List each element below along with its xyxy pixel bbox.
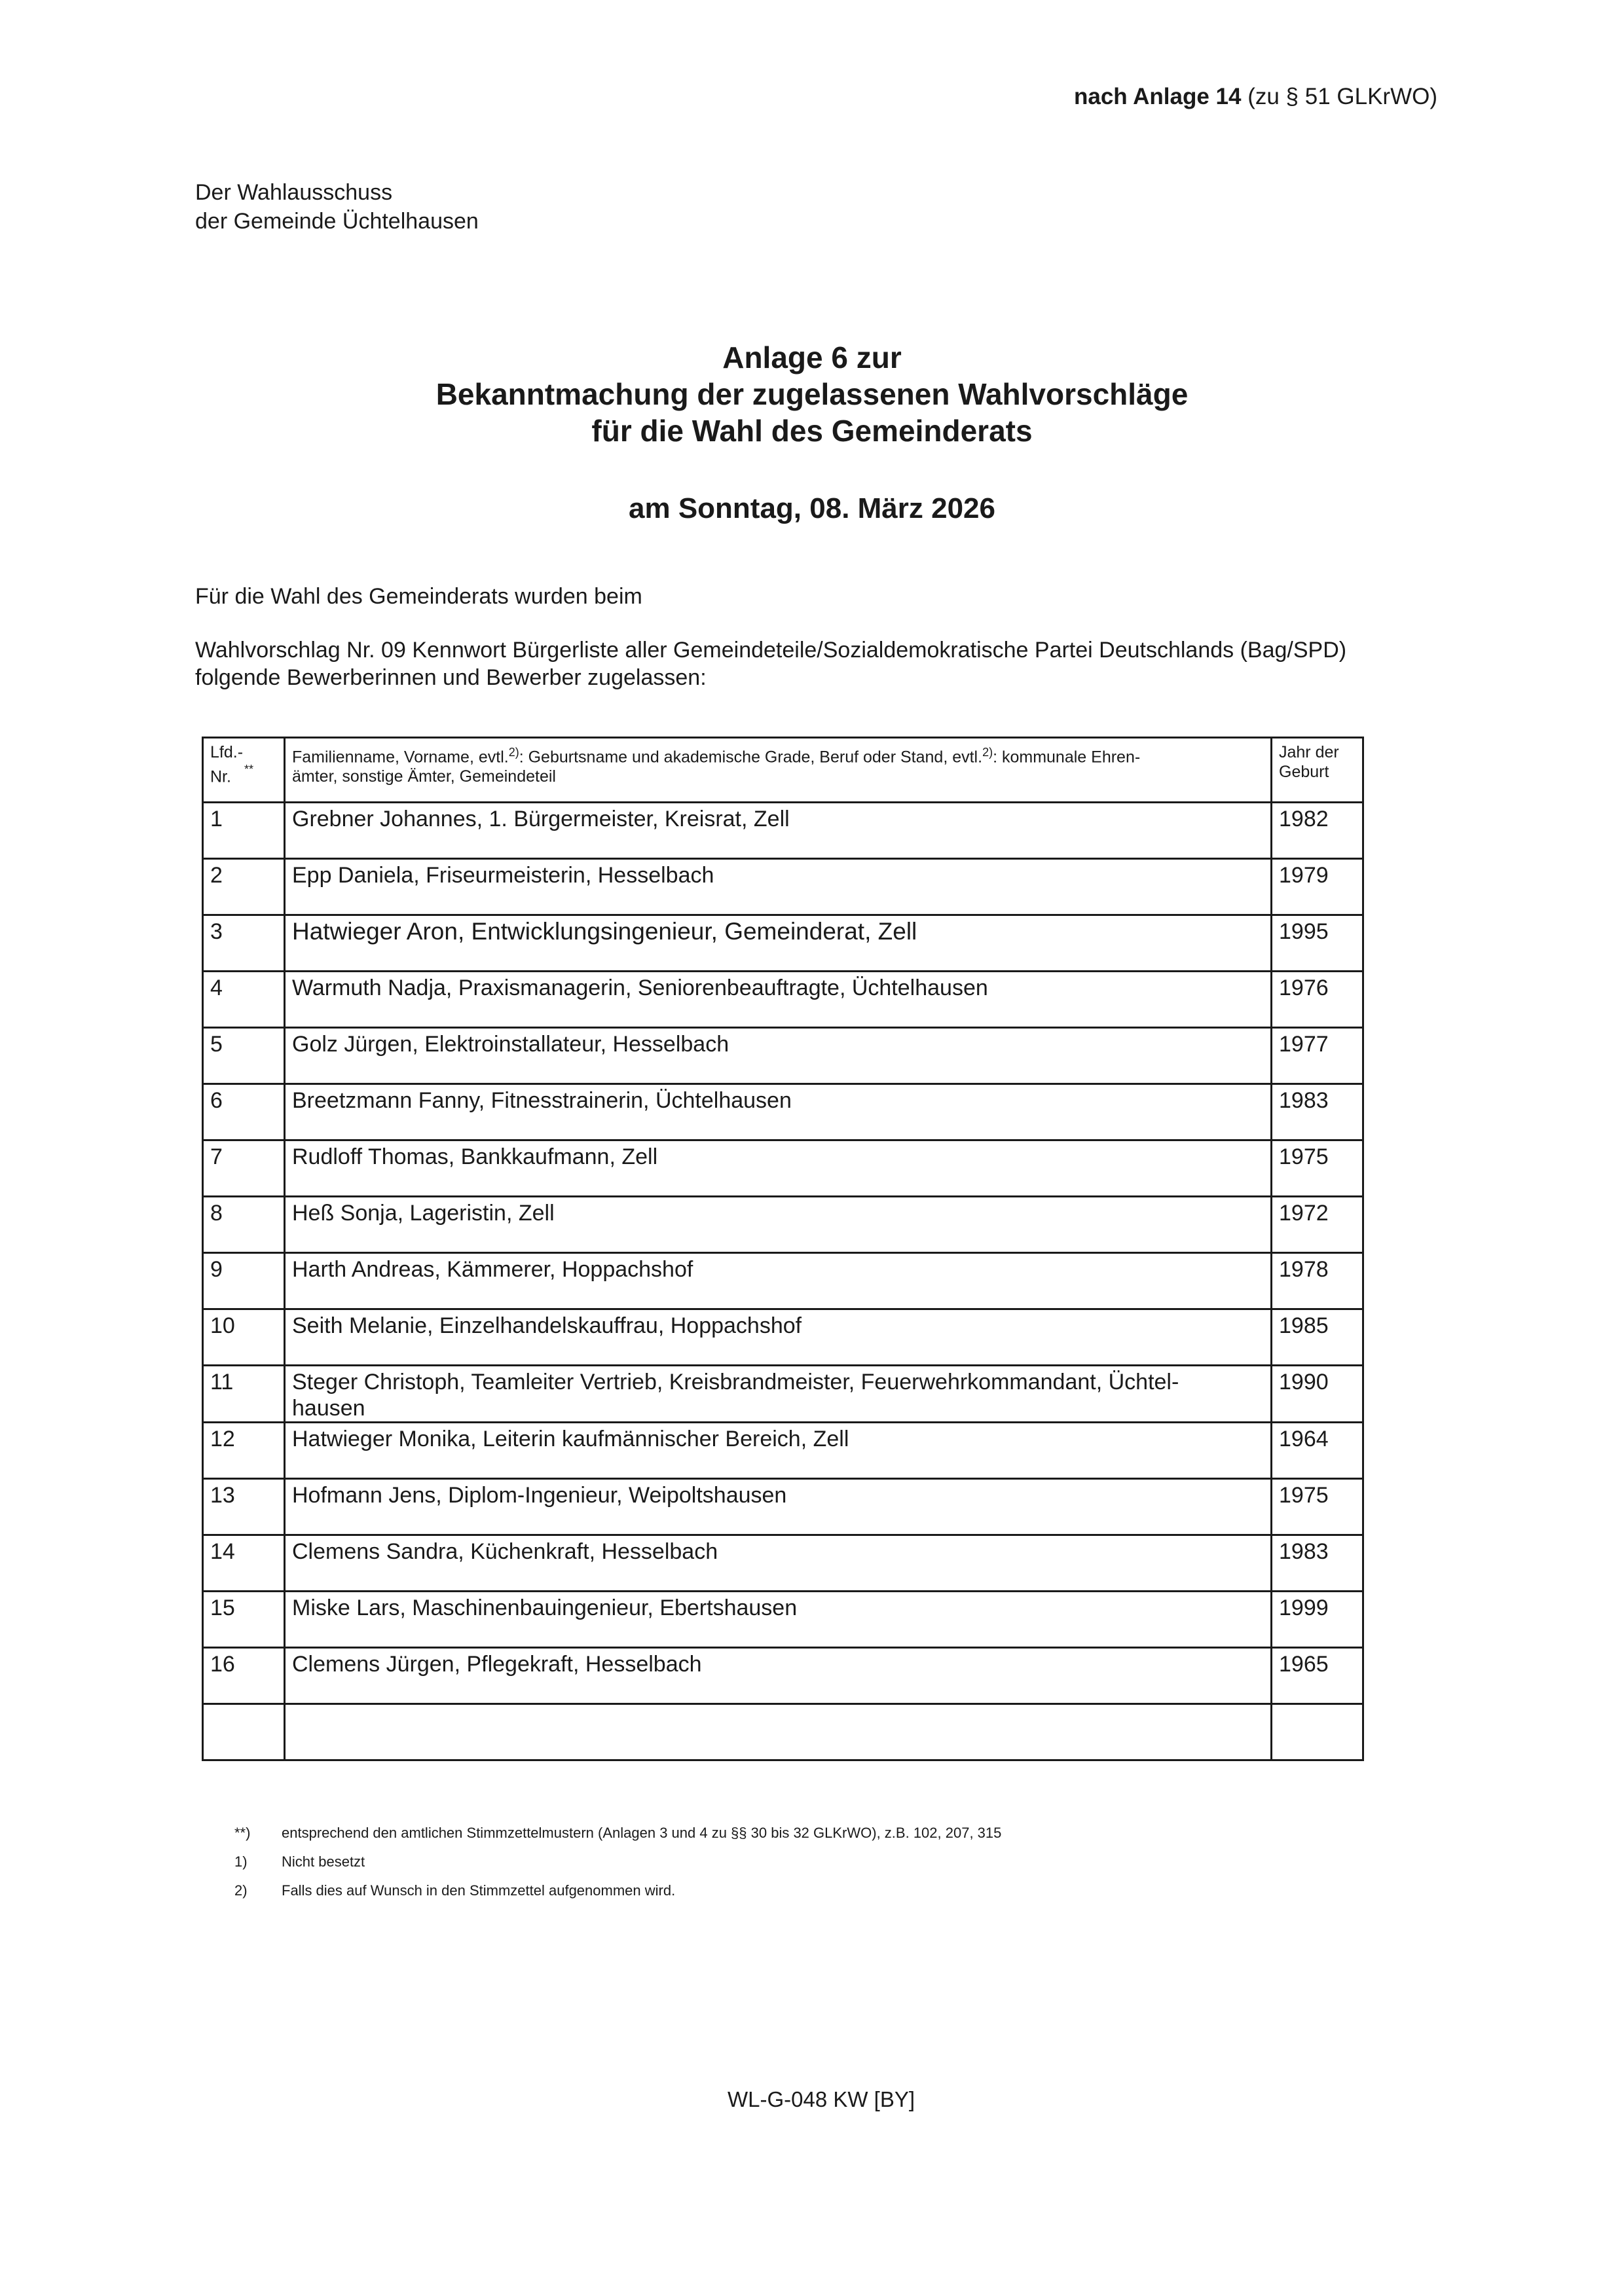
row-year: 1965 [1272,1648,1363,1704]
proposal-text [195,636,1439,691]
proposal-line-2: folgende Bewerberinnen und Bewerber zugelassen: [195,665,707,690]
row-nr: 9 [203,1253,285,1309]
row-year: 1985 [1272,1309,1363,1366]
row-nr: 2 [203,859,285,915]
row-nr: 14 [203,1535,285,1592]
table-header-row [203,738,1363,803]
footnote-mark: 1) [234,1853,248,1870]
footnote-text: Falls dies auf Wunsch in den Stimmzettel aufgenommen wird. [282,1882,676,1899]
table-row [203,1140,1363,1197]
row-candidate: Rudloff Thomas, Bankkaufmann, Zell [285,1140,1272,1197]
table-row [203,1028,1363,1084]
row-candidate: Seith Melanie, Einzelhandelskauffrau, Hoppachshof [285,1309,1272,1366]
table-row [203,1423,1363,1479]
row-year: 1964 [1272,1423,1363,1479]
row-year: 1995 [1272,915,1363,972]
row-year: 1983 [1272,1084,1363,1140]
legal-reference-annex: nach Anlage 14 [1074,84,1242,109]
footnotes [234,1819,1001,1905]
row-candidate: Hofmann Jens, Diplom-Ingenieur, Weipoltshausen [285,1479,1272,1535]
row-year: 1977 [1272,1028,1363,1084]
table-row [203,1366,1363,1423]
row-year: 1990 [1272,1366,1363,1423]
row-year: 1979 [1272,859,1363,915]
row-nr: 16 [203,1648,285,1704]
footnote-mark: 2) [234,1882,248,1899]
row-year: 1975 [1272,1479,1363,1535]
row-candidate: Grebner Johannes, 1. Bürgermeister, Kreisrat, Zell [285,803,1272,859]
row-candidate: Harth Andreas, Kämmerer, Hoppachshof [285,1253,1272,1309]
table-row [203,1197,1363,1253]
header-nr: Lfd.- Nr. ** [203,738,285,803]
row-nr: 12 [203,1423,285,1479]
issuer-line-2: der Gemeinde Üchtelhausen [195,209,479,234]
table-row [203,972,1363,1028]
row-candidate [285,1704,1272,1760]
row-nr: 4 [203,972,285,1028]
candidate-table [202,737,1364,1761]
table-row [203,1084,1363,1140]
issuer-line-1: Der Wahlausschuss [195,180,393,205]
footnote-item [234,1876,1001,1905]
row-nr [203,1704,285,1760]
row-candidate: Epp Daniela, Friseurmeisterin, Hesselbach [285,859,1272,915]
row-nr: 1 [203,803,285,859]
row-year: 1983 [1272,1535,1363,1592]
issuer-block [195,178,479,236]
row-year: 1999 [1272,1592,1363,1648]
row-nr: 11 [203,1366,285,1423]
table-row [203,1253,1363,1309]
row-nr: 15 [203,1592,285,1648]
row-year: 1975 [1272,1140,1363,1197]
table-row [203,1479,1363,1535]
table-row [203,1535,1363,1592]
election-date: am Sonntag, 08. März 2026 [629,492,995,524]
table-row [203,1648,1363,1704]
row-nr: 5 [203,1028,285,1084]
document-title [0,339,1624,449]
row-nr: 6 [203,1084,285,1140]
row-year [1272,1704,1363,1760]
row-candidate: Clemens Sandra, Küchenkraft, Hesselbach [285,1535,1272,1592]
table-row [203,915,1363,972]
intro-text: Für die Wahl des Gemeinderats wurden beim [195,584,642,609]
row-candidate: Hatwieger Monika, Leiterin kaufmännischer Bereich, Zell [285,1423,1272,1479]
row-nr: 3 [203,915,285,972]
table-row-empty [203,1704,1363,1760]
footnote-item [234,1819,1001,1848]
row-year: 1972 [1272,1197,1363,1253]
row-nr: 13 [203,1479,285,1535]
title-line-3: für die Wahl des Gemeinderats [591,414,1033,448]
proposal-line-1: Wahlvorschlag Nr. 09 Kennwort Bürgerliste aller Gemeindeteile/Sozialdemokratische Partei Deutschlands (Bag/SPD) [195,638,1347,663]
legal-reference-paragraph: (zu § 51 GLKrWO) [1247,84,1437,109]
row-candidate: Hatwieger Aron, Entwicklungsingenieur, Gemeinderat, Zell [285,915,1272,972]
footnote-text: Nicht besetzt [282,1853,365,1870]
table-row [203,859,1363,915]
row-nr: 7 [203,1140,285,1197]
row-candidate: Clemens Jürgen, Pflegekraft, Hesselbach [285,1648,1272,1704]
row-candidate: Steger Christoph, Teamleiter Vertrieb, Kreisbrandmeister, Feuerwehrkommandant, Üchtel- hausen [285,1366,1272,1423]
row-candidate: Miske Lars, Maschinenbauingenieur, Ebertshausen [285,1592,1272,1648]
title-line-1: Anlage 6 zur [722,340,902,374]
row-candidate: Warmuth Nadja, Praxismanagerin, Seniorenbeauftragte, Üchtelhausen [285,972,1272,1028]
row-year: 1982 [1272,803,1363,859]
footnote-text: entsprechend den amtlichen Stimmzettelmustern (Anlagen 3 und 4 zu §§ 30 bis 32 GLKrWO), z.B. 102, 207, 315 [282,1825,1002,1841]
table-row [203,1592,1363,1648]
header-description: Familienname, Vorname, evtl.$^{2)}$: Geburtsname und akademische Grade, Beruf oder Stand, evtl.$^{2)}$: kommunale Ehren- ämter, sonstige Ämter, Gemeindeteil [285,738,1272,803]
row-nr: 8 [203,1197,285,1253]
header-year: Jahr der Geburt [1272,738,1363,803]
row-candidate: Breetzmann Fanny, Fitnesstrainerin, Üchtelhausen [285,1084,1272,1140]
title-line-2: Bekanntmachung der zugelassenen Wahlvorschläge [435,377,1189,411]
table-row [203,803,1363,859]
row-candidate: Golz Jürgen, Elektroinstallateur, Hesselbach [285,1028,1272,1084]
legal-reference [1074,84,1437,110]
table-row [203,1309,1363,1366]
row-year: 1976 [1272,972,1363,1028]
footnote-mark: ** [244,763,253,776]
footnote-item [234,1848,1001,1876]
footnote-mark: **) [234,1825,251,1841]
row-year: 1978 [1272,1253,1363,1309]
form-code: WL-G-048 KW [BY] [727,2087,915,2111]
row-candidate: Heß Sonja, Lageristin, Zell [285,1197,1272,1253]
row-nr: 10 [203,1309,285,1366]
